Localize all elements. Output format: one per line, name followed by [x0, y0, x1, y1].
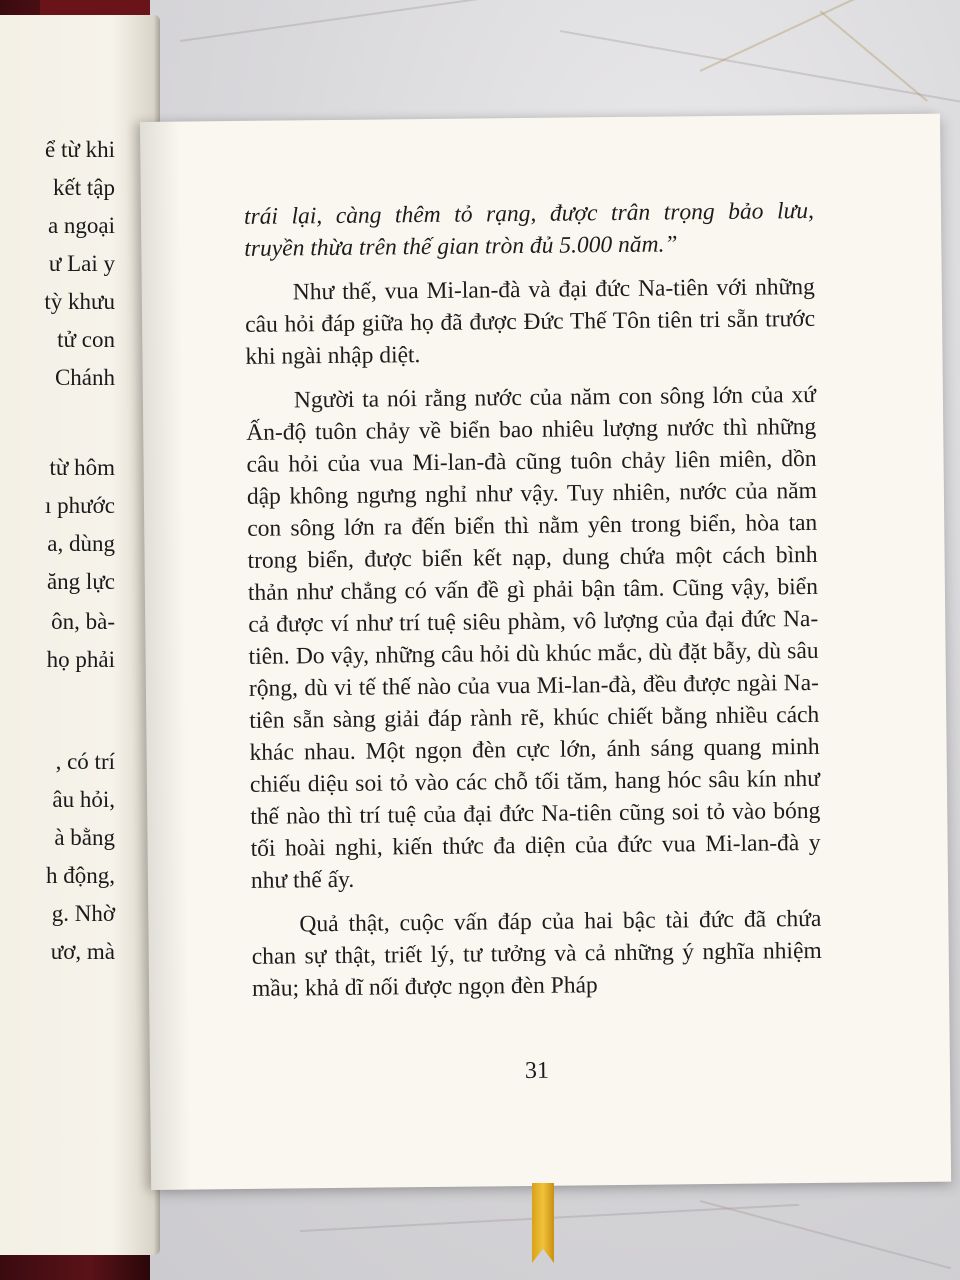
- left-page-line: ươ, mà: [50, 939, 115, 964]
- left-page-line: tử con: [57, 327, 115, 352]
- paragraph: Quả thật, cuộc vấn đáp của hai bậc tài đức đã chứa chan sự thật, triết lý, tư tưởng và cả những ý nghĩa nhiệm mầu; khả dĩ nối được ngọn đèn Pháp: [251, 905, 822, 1002]
- quote-line: truyền thừa trên thế gian tròn đủ 5.000 năm.”: [244, 231, 678, 262]
- left-page: [0, 15, 160, 1255]
- left-page-line: a ngoại: [47, 213, 115, 238]
- left-page-line: ı phước: [45, 493, 115, 518]
- left-page-line: kết tập: [53, 175, 115, 200]
- page-number: 31: [524, 1057, 550, 1085]
- left-page-line: tỳ khưu: [44, 289, 115, 314]
- left-page-line: ể từ khi: [45, 137, 115, 162]
- left-page-line: à bằng: [54, 825, 115, 850]
- right-page: [140, 114, 951, 1190]
- left-page-line: h động,: [46, 863, 115, 888]
- left-page-line: ư Lai y: [48, 251, 115, 276]
- left-page-line: âu hỏi,: [52, 787, 115, 812]
- marble-vein: [700, 1200, 952, 1269]
- left-page-line: a, dùng: [47, 531, 115, 556]
- paragraph: Người ta nói rằng nước của năm con sông lớn của xứ Ấn-độ tuôn chảy về biển bao nhiêu lượng nước thì những câu hỏi của vua Mi-lan-đà cũng tuôn chảy liên miên, dồn dập không ngưng nghỉ như vậy. Tuy nhiên, nước của năm con sông lớn ra đến biển thì nằm yên trong biển, hòa tan trong biển, được biển kết nạp, dung chứa một cách bình thản như chẳng có vấn đề gì phải bận tâm. Cũng vậy, biển cả được ví như trí tuệ siêu phàm, vô lượng của đại đức Na-tiên. Do vậy, những câu hỏi dù khúc mắc, dù đặt bẫy, dù sâu rộng, dù vi tế thế nào của vua Mi-lan-đà, đều được ngài Na-tiên sẵn sàng giải đáp rành rẽ, khúc chiết bằng nhiều cách khác nhau. Một ngọn đèn cực lớn, ánh sáng quang minh chiếu diệu soi tỏ vào các chỗ tối tăm, hang hóc sâu kín như thế nào thì trí tuệ của đại đức Na-tiên cũng soi tỏ vào bóng tối hoài nghi, kiến thức đa diện của đức vua Mi-lan-đà y như thế ấy.: [246, 381, 821, 894]
- body-text: [244, 195, 822, 1005]
- paragraph: Như thế, vua Mi-lan-đà và đại đức Na-tiên với những câu hỏi đáp giữa họ đã được Đức Thế Tôn tiên tri sẵn trước khi ngài nhập diệt.: [244, 273, 816, 370]
- marble-vein: [180, 0, 477, 42]
- bookmark-ribbon: [532, 1183, 554, 1263]
- left-page-line: ôn, bà-: [51, 609, 115, 634]
- left-page-line: g. Nhờ: [51, 901, 115, 926]
- left-page-line: từ hôm: [49, 455, 115, 480]
- left-page-line: , có trí: [55, 749, 115, 774]
- marble-vein: [819, 10, 928, 102]
- left-page-line: Chánh: [54, 365, 115, 390]
- quote-line: trái lại, càng thêm tỏ rạng, được trân trọng bảo lưu,: [243, 197, 815, 230]
- left-page-line: ăng lực: [46, 569, 115, 594]
- left-page-line: họ phải: [46, 647, 115, 672]
